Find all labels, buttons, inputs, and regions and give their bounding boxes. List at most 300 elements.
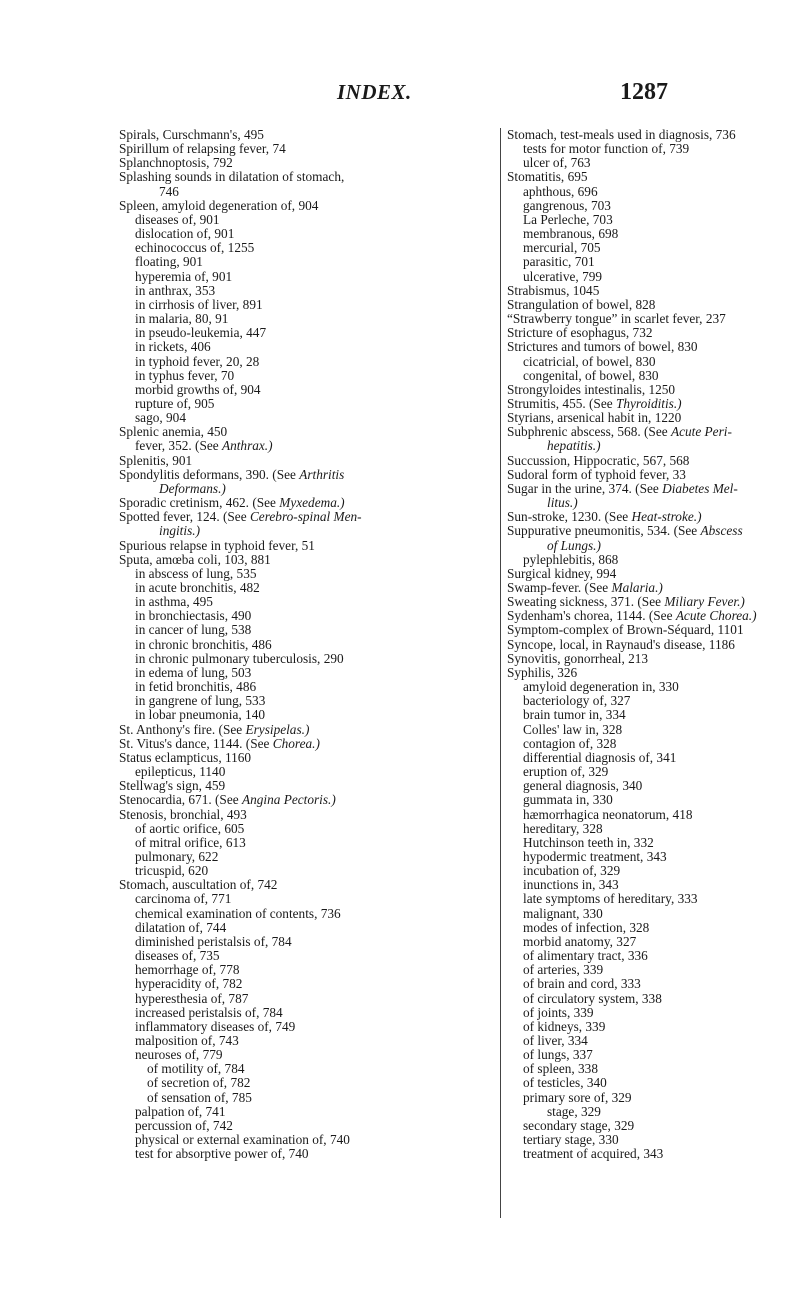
index-entry: [119, 241, 497, 255]
index-entry-text: Spirals, Curschmann's, 495: [119, 127, 264, 142]
index-entry-text: in abscess of lung, 535: [135, 565, 257, 581]
cross-reference: Angina Pectoris.): [241, 792, 336, 808]
index-entry-text: diminished peristalsis of, 784: [135, 933, 292, 949]
index-entry: [119, 284, 497, 298]
index-entry: [119, 468, 497, 482]
index-entry: [507, 1105, 800, 1119]
index-entry: [507, 411, 800, 425]
index-entry-text: in rickets, 406: [135, 339, 211, 355]
index-entry: [507, 751, 800, 765]
index-entry-text: hypodermic treatment, 343: [523, 848, 667, 864]
index-entry-text: in pseudo-leukemia, 447: [135, 325, 267, 341]
index-entry: [507, 340, 800, 354]
index-entry-text: Sweating sickness, 371. (See: [507, 594, 665, 610]
index-entry: [507, 128, 800, 142]
index-entry: [507, 609, 800, 623]
index-entry-text: in fetid bronchitis, 486: [135, 679, 257, 695]
cross-reference: Heat-stroke.): [631, 509, 702, 525]
cross-reference: hepatitis.): [547, 438, 601, 454]
index-entry: [507, 355, 800, 369]
index-entry: [507, 977, 800, 991]
index-entry-text: morbid growths of, 904: [135, 381, 261, 397]
index-entry-text: palpation of, 741: [135, 1103, 226, 1119]
index-entry-text: Sugar in the urine, 374. (See: [507, 480, 663, 496]
index-entry: [119, 1020, 497, 1034]
index-entry-text: fever, 352. (See: [135, 438, 222, 454]
index-entry-text: of arteries, 339: [523, 962, 604, 978]
index-entry-text: of joints, 339: [523, 1004, 594, 1020]
index-entry-text: Sun-stroke, 1230. (See: [507, 509, 632, 525]
index-entry-text: Sputa, amœba coli, 103, 881: [119, 551, 271, 567]
index-entry: [507, 694, 800, 708]
index-entry-text: Splanchnoptosis, 792: [119, 155, 233, 171]
index-entry: [119, 892, 497, 906]
index-entry-text: Sporadic cretinism, 462. (See: [119, 495, 280, 511]
cross-reference: Arthritis: [299, 466, 345, 482]
index-entry-text: ulcerative, 799: [523, 268, 603, 284]
index-entry-text: epilepticus, 1140: [135, 764, 226, 780]
cross-reference: of Lungs.): [547, 537, 601, 553]
index-entry: [119, 921, 497, 935]
index-entry-text: in cirrhosis of liver, 891: [135, 296, 263, 312]
index-entry: [507, 708, 800, 722]
index-entry: [507, 1006, 800, 1020]
index-entry-text: treatment of acquired, 343: [523, 1146, 664, 1162]
index-entry: [507, 1147, 800, 1161]
index-entry-text: late symptoms of hereditary, 333: [523, 891, 698, 907]
index-entry-text: of brain and cord, 333: [523, 976, 641, 992]
index-entry: [507, 1133, 800, 1147]
index-entry: [119, 482, 497, 496]
index-entry-text: brain tumor in, 334: [523, 707, 626, 723]
index-entry-text: Stricture of esophagus, 732: [507, 325, 653, 341]
index-entry: [119, 708, 497, 722]
index-entry-text: Syphilis, 326: [507, 664, 578, 680]
index-entry: [507, 185, 800, 199]
index-entry: [119, 524, 497, 538]
index-entry: [119, 652, 497, 666]
index-entry-text: percussion of, 742: [135, 1117, 233, 1133]
index-entry: [507, 921, 800, 935]
index-entry: [507, 255, 800, 269]
index-entry: [119, 553, 497, 567]
index-entry: [507, 567, 800, 581]
index-entry-text: contagion of, 328: [523, 735, 617, 751]
index-entry: [119, 694, 497, 708]
index-entry-text: Strongyloides intestinalis, 1250: [507, 381, 676, 397]
index-entry: [507, 227, 800, 241]
index-entry-text: Colles' law in, 328: [523, 721, 623, 737]
index-entry-text: of testicles, 340: [523, 1075, 607, 1091]
index-entry: [119, 779, 497, 793]
index-entry: [507, 963, 800, 977]
cross-reference: Acute Chorea.): [675, 608, 757, 624]
index-entry-text: physical or external examination of, 740: [135, 1132, 350, 1148]
index-entry: [507, 737, 800, 751]
index-entry-text: of lungs, 337: [523, 1047, 593, 1063]
index-entry-text: of kidneys, 339: [523, 1018, 606, 1034]
index-entry: [119, 326, 497, 340]
index-entry: [119, 312, 497, 326]
cross-reference: Erysipelas.): [245, 721, 310, 737]
index-entry: [119, 539, 497, 553]
index-entry-text: test for absorptive power of, 740: [135, 1146, 309, 1162]
index-entry-text: of aortic orifice, 605: [135, 820, 245, 836]
index-entry-text: in chronic pulmonary tuberculosis, 290: [135, 650, 344, 666]
index-entry: [119, 369, 497, 383]
index-entry-text: mercurial, 705: [523, 240, 601, 256]
index-entry-text: La Perleche, 703: [523, 211, 613, 227]
index-entry-text: Stomach, auscultation of, 742: [119, 877, 278, 893]
index-entry-text: in typhus fever, 70: [135, 367, 235, 383]
index-entry-text: Spotted fever, 124. (See: [119, 509, 250, 525]
index-entry-text: Symptom-complex of Brown-Séquard, 1101: [507, 622, 744, 638]
index-entry-text: parasitic, 701: [523, 254, 595, 270]
index-entry-text: rupture of, 905: [135, 395, 215, 411]
index-entry-text: St. Anthony's fire. (See: [119, 721, 246, 737]
index-entry-text: amyloid degeneration in, 330: [523, 679, 679, 695]
index-entry-text: cicatricial, of bowel, 830: [523, 353, 656, 369]
index-entry-text: echinococcus of, 1255: [135, 240, 255, 256]
index-entry: [507, 850, 800, 864]
index-entry-text: Stenocardia, 671. (See: [119, 792, 242, 808]
index-entry: [119, 397, 497, 411]
index-entry: [119, 949, 497, 963]
index-entry-text: ulcer of, 763: [523, 155, 591, 171]
index-entry-text: in acute bronchitis, 482: [135, 580, 260, 595]
index-entry-text: hemorrhage of, 778: [135, 962, 240, 978]
index-entry-text: Sydenham's chorea, 1144. (See: [507, 608, 676, 624]
index-entry: [119, 765, 497, 779]
index-entry-text: general diagnosis, 340: [523, 778, 643, 794]
page-title: INDEX.: [337, 80, 412, 104]
index-entry-text: Strictures and tumors of bowel, 830: [507, 339, 698, 355]
index-entry-text: in typhoid fever, 20, 28: [135, 353, 260, 369]
index-entry: [119, 793, 497, 807]
index-entry: [507, 638, 800, 652]
index-entry: [119, 142, 497, 156]
cross-reference: Myxedema.): [279, 495, 345, 511]
index-entry: [119, 255, 497, 269]
cross-reference: Anthrax.): [221, 438, 273, 454]
index-entry: [119, 510, 497, 524]
index-entry: [119, 567, 497, 581]
index-entry-text: of spleen, 338: [523, 1061, 598, 1077]
index-entry-text: primary sore of, 329: [523, 1089, 632, 1105]
index-entry: [507, 298, 800, 312]
index-entry-text: carcinoma of, 771: [135, 891, 232, 907]
index-entry-text: morbid anatomy, 327: [523, 933, 637, 949]
index-entry-text: malposition of, 743: [135, 1033, 239, 1048]
index-entry: [507, 623, 800, 637]
index-entry: [507, 439, 800, 453]
index-entry: [119, 1062, 497, 1076]
index-entry-text: Spirillum of relapsing fever, 74: [119, 141, 286, 157]
index-entry: [119, 496, 497, 510]
index-entry-text: Sudoral form of typhoid fever, 33: [507, 466, 686, 482]
index-entry-text: tricuspid, 620: [135, 863, 209, 879]
index-entry: [119, 425, 497, 439]
index-entry: [119, 1006, 497, 1020]
index-entry: [119, 935, 497, 949]
index-entry: [507, 666, 800, 680]
index-entry: [507, 779, 800, 793]
index-entry: [119, 623, 497, 637]
cross-reference: Acute Peri-: [670, 424, 732, 440]
index-entry: [119, 581, 497, 595]
index-entry: [119, 1034, 497, 1048]
column-divider: [500, 128, 501, 1218]
index-entry: [119, 595, 497, 609]
index-entry: [507, 553, 800, 567]
index-entry: [119, 383, 497, 397]
index-entry: [507, 510, 800, 524]
index-entry: [119, 977, 497, 991]
index-entry-text: congenital, of bowel, 830: [523, 367, 659, 383]
index-entry: [507, 1062, 800, 1076]
index-entry-text: gummata in, 330: [523, 792, 613, 808]
index-entry: [119, 609, 497, 623]
index-entry-text: diseases of, 735: [135, 948, 220, 964]
index-entry-text: hyperacidity of, 782: [135, 976, 243, 992]
index-entry-text: inunctions in, 343: [523, 877, 619, 893]
index-entry: [507, 992, 800, 1006]
index-entry: [507, 1119, 800, 1133]
index-entry: [119, 213, 497, 227]
index-entry-text: Strumitis, 455. (See: [507, 395, 616, 411]
index-entry: [119, 199, 497, 213]
index-entry-text: Spurious relapse in typhoid fever, 51: [119, 537, 315, 553]
index-entry-text: Succussion, Hippocratic, 567, 568: [507, 452, 690, 468]
index-entry-text: modes of infection, 328: [523, 919, 650, 935]
index-entry-text: Spondylitis deformans, 390. (See: [119, 466, 300, 482]
index-entry: [119, 850, 497, 864]
index-entry-text: diseases of, 901: [135, 211, 220, 227]
index-column-right: [507, 128, 800, 1161]
index-entry: [119, 270, 497, 284]
index-entry-text: Styrians, arsenical habit in, 1220: [507, 410, 682, 426]
index-entry-text: Surgical kidney, 994: [507, 565, 617, 581]
index-entry: [507, 496, 800, 510]
index-entry: [119, 298, 497, 312]
index-entry-text: dislocation of, 901: [135, 226, 235, 242]
index-entry-text: Status eclampticus, 1160: [119, 749, 252, 765]
index-entry: [119, 992, 497, 1006]
index-entry: [507, 864, 800, 878]
index-entry: [507, 270, 800, 284]
index-entry-text: in gangrene of lung, 533: [135, 693, 266, 709]
index-entry-text: neuroses of, 779: [135, 1047, 223, 1063]
index-entry: [119, 1048, 497, 1062]
index-entry-text: in cancer of lung, 538: [135, 622, 252, 638]
index-entry: [507, 836, 800, 850]
index-entry-text: differential diagnosis of, 341: [523, 749, 677, 765]
index-entry: [507, 156, 800, 170]
index-entry-text: floating, 901: [135, 254, 203, 270]
index-entry: [507, 383, 800, 397]
index-entry-text: Stenosis, bronchial, 493: [119, 806, 247, 822]
cross-reference: Cerebro-spinal Men-: [249, 509, 362, 525]
index-entry-text: pylephlebitis, 868: [523, 551, 619, 567]
index-entry: [119, 638, 497, 652]
index-entry: [119, 836, 497, 850]
index-entry-text: Stomatitis, 695: [507, 169, 588, 185]
index-entry: [119, 227, 497, 241]
index-entry-text: Hutchinson teeth in, 332: [523, 834, 654, 850]
index-entry: [119, 1076, 497, 1090]
index-entry: [119, 439, 497, 453]
index-entry: [119, 185, 497, 199]
index-entry-text: Subphrenic abscess, 568. (See: [507, 424, 671, 440]
index-entry-text: in chronic bronchitis, 486: [135, 636, 272, 652]
index-entry: [119, 723, 497, 737]
index-entry-text: in bronchiectasis, 490: [135, 608, 252, 624]
index-entry-text: aphthous, 696: [523, 183, 598, 199]
index-entry: [507, 949, 800, 963]
index-entry-text: chemical examination of contents, 736: [135, 905, 341, 921]
index-entry-text: Stomach, test-meals used in diagnosis, 736: [507, 127, 736, 142]
index-entry: [119, 878, 497, 892]
index-entry-text: of circulatory system, 338: [523, 990, 662, 1006]
index-entry-text: pulmonary, 622: [135, 848, 219, 864]
index-entry: [507, 680, 800, 694]
index-entry: [507, 539, 800, 553]
index-entry-text: in edema of lung, 503: [135, 664, 252, 680]
index-entry: [119, 411, 497, 425]
index-entry: [507, 652, 800, 666]
index-entry-text: increased peristalsis of, 784: [135, 1004, 283, 1020]
index-entry-text: Strangulation of bowel, 828: [507, 296, 656, 312]
cross-reference: Abscess: [700, 523, 743, 539]
index-entry: [119, 128, 497, 142]
index-entry-text: Splenic anemia, 450: [119, 424, 228, 440]
index-entry-text: malignant, 330: [523, 905, 603, 921]
index-entry: [119, 156, 497, 170]
page-number: 1287: [620, 79, 668, 105]
index-entry-text: bacteriology of, 327: [523, 693, 631, 709]
index-entry-text: hyperesthesia of, 787: [135, 990, 249, 1006]
index-entry: [119, 822, 497, 836]
cross-reference: Malaria.): [611, 580, 663, 595]
index-entry-text: of mitral orifice, 613: [135, 834, 246, 850]
index-entry-text: Splashing sounds in dilatation of stomach,: [119, 169, 345, 185]
index-entry: [119, 808, 497, 822]
index-entry: [119, 1133, 497, 1147]
index-entry: [507, 892, 800, 906]
index-entry-text: secondary stage, 329: [523, 1117, 635, 1133]
index-entry: [119, 340, 497, 354]
index-entry: [507, 595, 800, 609]
index-entry-text: gangrenous, 703: [523, 197, 611, 213]
index-entry: [507, 1020, 800, 1034]
index-entry: [507, 468, 800, 482]
cross-reference: Deformans.): [159, 480, 226, 496]
index-entry-text: tests for motor function of, 739: [523, 141, 690, 157]
index-entry-text: 746: [159, 183, 179, 199]
index-entry-text: “Strawberry tongue” in scarlet fever, 237: [507, 311, 726, 327]
index-entry-text: in lobar pneumonia, 140: [135, 707, 265, 723]
index-entry-text: Strabismus, 1045: [507, 282, 600, 298]
index-entry-text: of alimentary tract, 336: [523, 948, 648, 964]
index-entry: [507, 793, 800, 807]
index-entry: [507, 765, 800, 779]
index-entry: [119, 355, 497, 369]
index-entry: [507, 878, 800, 892]
index-entry: [507, 312, 800, 326]
index-entry: [119, 751, 497, 765]
index-entry-text: hereditary, 328: [523, 820, 603, 836]
index-entry: [119, 680, 497, 694]
index-entry-text: hyperemia of, 901: [135, 268, 233, 284]
index-entry: [507, 425, 800, 439]
index-entry: [507, 1076, 800, 1090]
index-entry: [119, 666, 497, 680]
running-head: [0, 80, 800, 110]
index-entry: [507, 369, 800, 383]
index-entry: [507, 213, 800, 227]
index-entry-text: sago, 904: [135, 410, 186, 426]
index-entry: [119, 170, 497, 184]
index-entry-text: Swamp-fever. (See: [507, 580, 612, 595]
index-entry: [507, 482, 800, 496]
index-entry-text: tertiary stage, 330: [523, 1132, 619, 1148]
index-entry: [507, 284, 800, 298]
cross-reference: Chorea.): [272, 735, 320, 751]
cross-reference: litus.): [547, 495, 578, 511]
index-entry-text: Suppurative pneumonitis, 534. (See: [507, 523, 701, 539]
index-entry: [119, 907, 497, 921]
index-entry: [119, 1147, 497, 1161]
index-entry-text: of motility of, 784: [147, 1061, 245, 1077]
index-entry-text: St. Vitus's dance, 1144. (See: [119, 735, 273, 751]
index-entry-text: membranous, 698: [523, 226, 619, 242]
index-entry: [119, 737, 497, 751]
index-entry: [507, 723, 800, 737]
index-entry: [119, 963, 497, 977]
index-entry-text: of liver, 334: [523, 1033, 588, 1048]
index-entry: [507, 808, 800, 822]
index-entry-text: of secretion of, 782: [147, 1075, 251, 1091]
index-entry: [507, 454, 800, 468]
index-entry: [507, 1091, 800, 1105]
index-entry: [507, 1048, 800, 1062]
index-entry-text: Syncope, local, in Raynaud's disease, 1186: [507, 636, 735, 652]
index-entry: [507, 241, 800, 255]
index-entry: [119, 1091, 497, 1105]
index-entry-text: Synovitis, gonorrheal, 213: [507, 650, 649, 666]
index-entry: [507, 199, 800, 213]
index-entry-text: Stellwag's sign, 459: [119, 778, 226, 794]
index-entry: [507, 524, 800, 538]
index-entry-text: of sensation of, 785: [147, 1089, 252, 1105]
index-entry-text: stage, 329: [547, 1103, 601, 1119]
index-column-left: [119, 128, 497, 1161]
index-entry: [507, 581, 800, 595]
index-entry-text: Spleen, amyloid degeneration of, 904: [119, 197, 319, 213]
cross-reference: Diabetes Mel-: [662, 480, 738, 496]
cross-reference: Thyroiditis.): [615, 395, 682, 411]
index-entry-text: incubation of, 329: [523, 863, 621, 879]
index-entry: [119, 1105, 497, 1119]
index-entry-text: in asthma, 495: [135, 594, 213, 610]
index-entry: [507, 822, 800, 836]
index-entry-text: hæmorrhagica neonatorum, 418: [523, 806, 693, 822]
index-entry: [507, 935, 800, 949]
index-entry: [507, 326, 800, 340]
index-entry-text: inflammatory diseases of, 749: [135, 1018, 296, 1034]
index-entry: [507, 170, 800, 184]
index-entry-text: in anthrax, 353: [135, 282, 216, 298]
